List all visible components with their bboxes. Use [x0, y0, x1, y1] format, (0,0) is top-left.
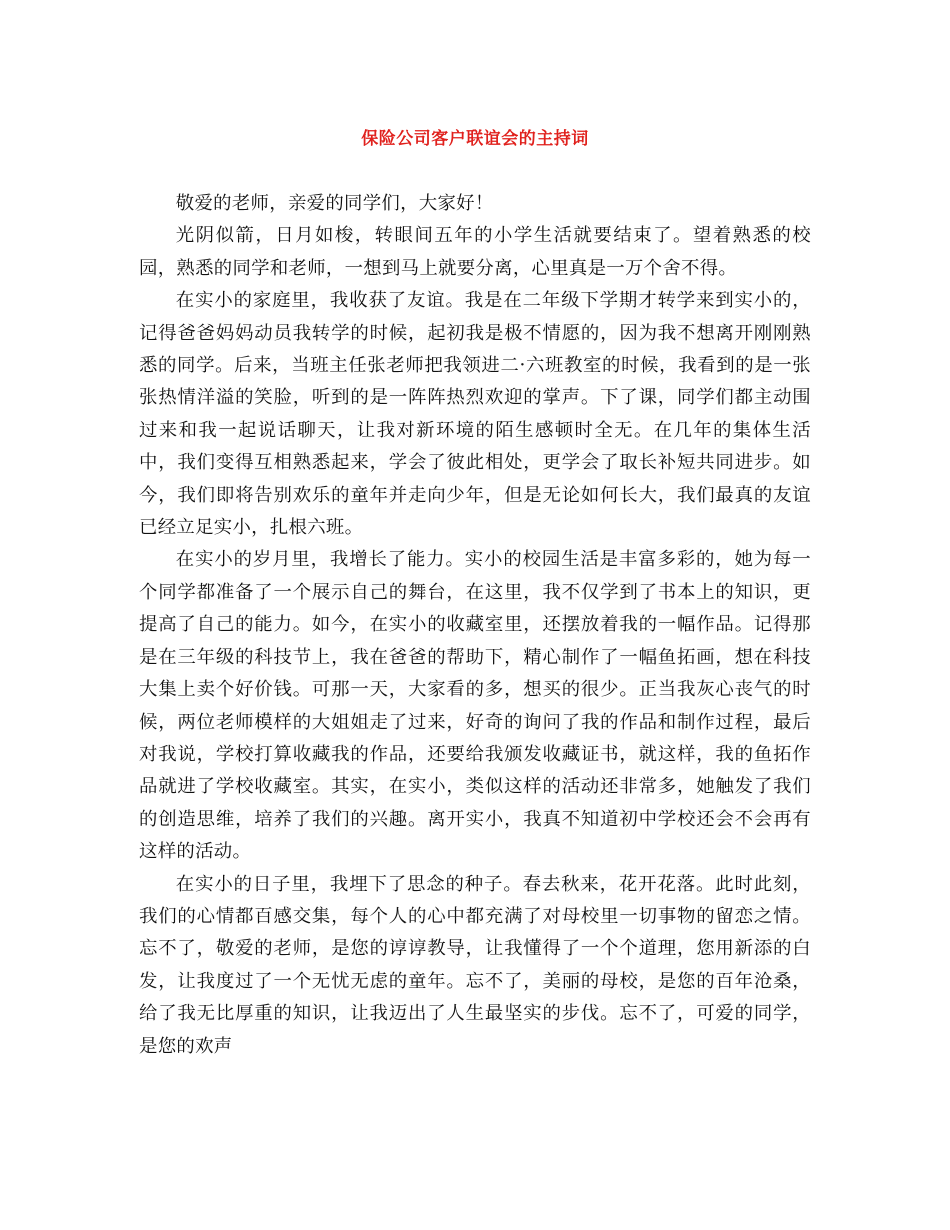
paragraph-memories: 在实小的日子里，我埋下了思念的种子。春去秋来，花开花落。此时此刻，我们的心情都百感交集，每个人的心中都充满了对母校里一切事物的留恋之情。忘不了，敬爱的老师，是您的谆谆教导，让我懂得了一个个道理，您用新添的白发，让我度过了一个无忧无虑的童年。忘不了，美丽的母校，是您的百年沧桑，给了我无比厚重的知识，让我迈出了人生最坚实的步伐。忘不了，可爱的同学，是您的欢声	[139, 873, 811, 1057]
paragraph-friendship: 在实小的家庭里，我收获了友谊。我是在二年级下学期才转学来到实小的，记得爸爸妈妈动员我转学的时候，起初我是极不情愿的，因为我不想离开刚刚熟悉的同学。后来，当班主任张老师把我领进二·六班教室的时候，我看到的是一张张热情洋溢的笑脸，听到的是一阵阵热烈欢迎的掌声。下了课，同学们都主动围过来和我一起说话聊天，让我对新环境的陌生感顿时全无。在几年的集体生活中，我们变得互相熟悉起来，学会了彼此相处，更学会了取长补短共同进步。如今，我们即将告别欢乐的童年并走向少年，但是无论如何长大，我们最真的友谊已经立足实小，扎根六班。	[139, 290, 811, 539]
document-title: 保险公司客户联谊会的主持词	[361, 129, 589, 149]
document-body	[139, 188, 811, 1063]
paragraph-greeting: 敬爱的老师，亲爱的同学们，大家好！	[175, 193, 494, 214]
paragraph-ability: 在实小的岁月里，我增长了能力。实小的校园生活是丰富多彩的，她为每一个同学都准备了一个展示自己的舞台，在这里，我不仅学到了书本上的知识，更提高了自己的能力。如今，在实小的收藏室里，还摆放着我的一幅作品。记得那是在三年级的科技节上，我在爸爸的帮助下，精心制作了一幅鱼拓画，想在科技大集上卖个好价钱。可那一天，大家看的多，想买的很少。正当我灰心丧气的时候，两位老师模样的大姐姐走了过来，好奇的询问了我的作品和制作过程，最后对我说，学校打算收藏我的作品，还要给我颁发收藏证书，就这样，我的鱼拓作品就进了学校收藏室。其实，在实小，类似这样的活动还非常多，她触发了我们的创造思维，培养了我们的兴趣。离开实小，我真不知道初中学校还会不会再有这样的活动。	[139, 549, 811, 863]
paragraph-intro: 光阴似箭，日月如梭，转眼间五年的小学生活就要结束了。望着熟悉的校园，熟悉的同学和老师，一想到马上就要分离，心里真是一万个舍不得。	[139, 225, 811, 279]
